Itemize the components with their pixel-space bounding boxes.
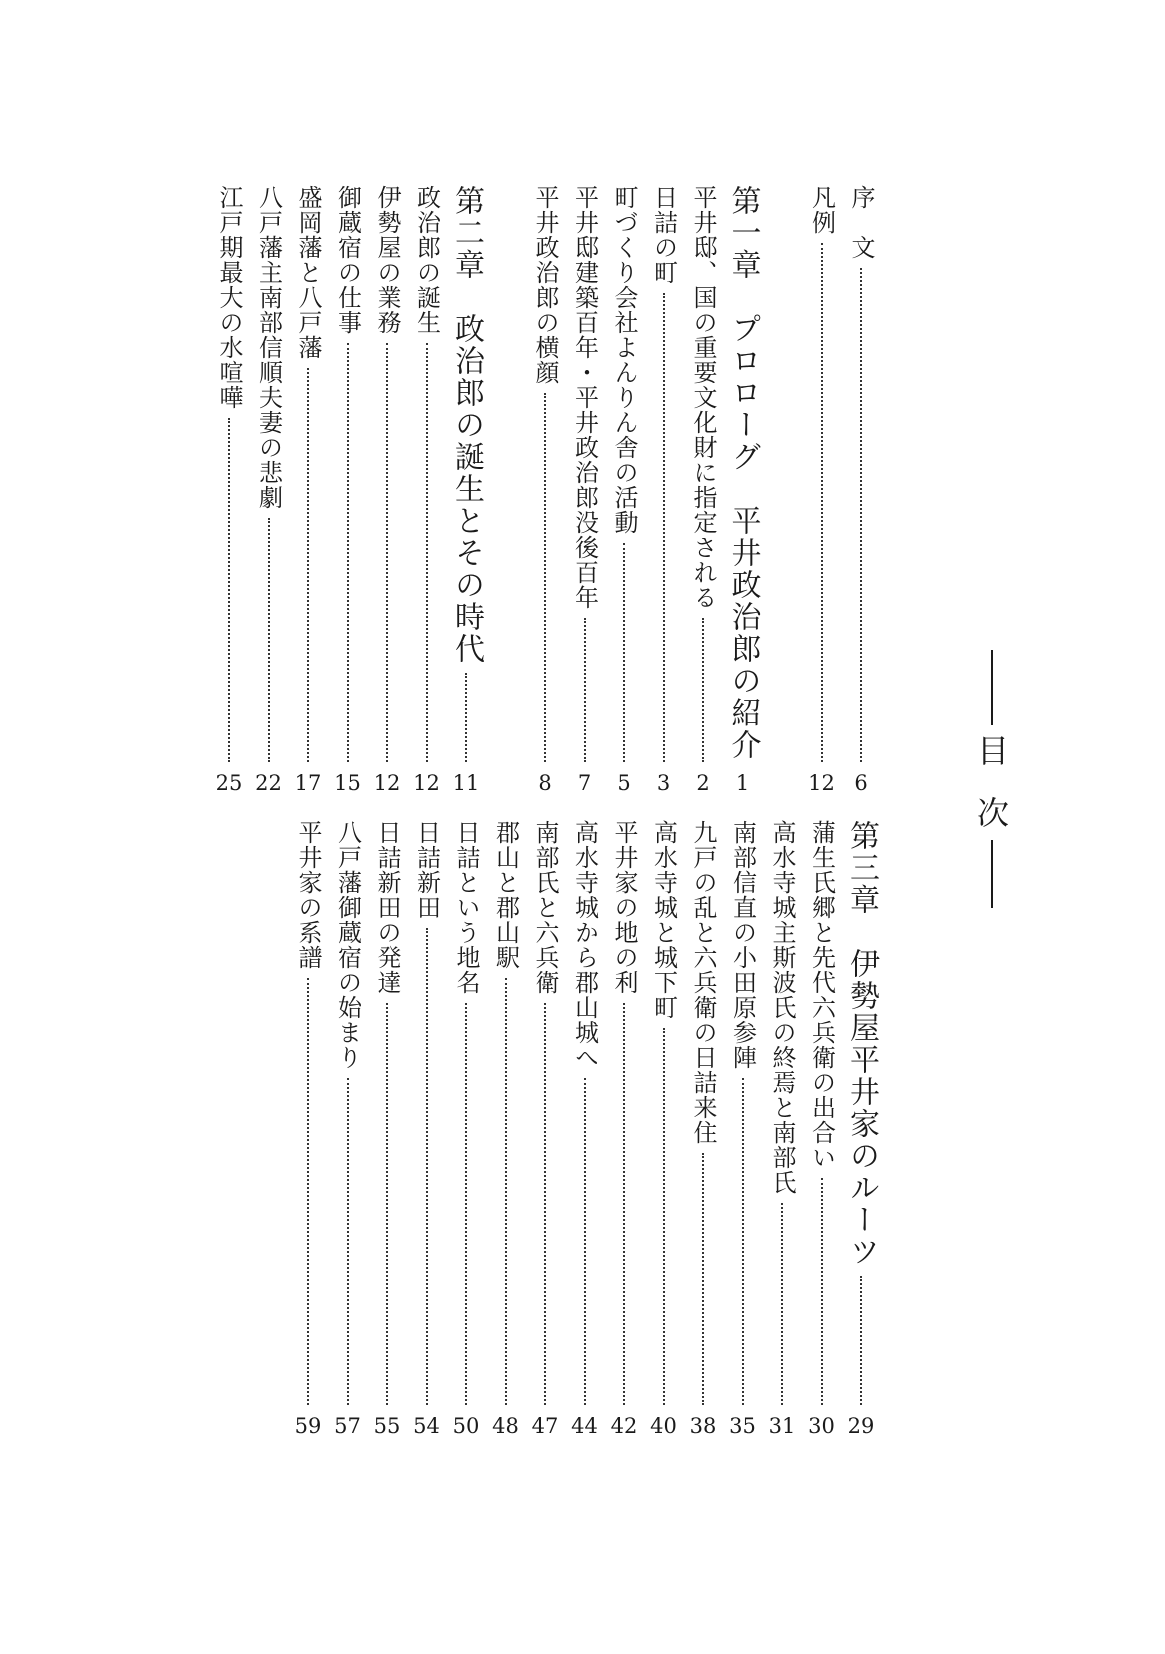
dot-leader [663, 1028, 665, 1405]
toc-entry [290, 185, 326, 800]
dot-leader [228, 418, 230, 762]
dot-leader [307, 368, 309, 762]
toc-entry [804, 185, 840, 800]
entry-title: 序 文 [847, 185, 875, 260]
dot-leader [386, 343, 388, 762]
toc-chapter [843, 820, 879, 1443]
entry-title: 平井政治郎の横顔 [531, 185, 559, 385]
page-number: 29 [847, 1414, 875, 1438]
entry-title: 郡山と郡山駅 [491, 820, 520, 970]
toc-chapter [725, 185, 761, 800]
page-number: 15 [334, 771, 361, 795]
entry-title: 蒲生氏郷と先代六兵衛の出合い [807, 820, 836, 1170]
dot-leader [544, 1003, 546, 1405]
toc-entry [369, 185, 405, 800]
toc-entry [409, 185, 445, 800]
entry-title: 日詰新田の発達 [373, 820, 401, 995]
dot-leader [465, 1003, 467, 1405]
dot-leader [623, 1003, 625, 1405]
dot-leader [584, 1078, 586, 1405]
entry-title: 日詰という地名 [452, 820, 480, 995]
page-number: 2 [696, 771, 710, 795]
page-number: 42 [610, 1414, 638, 1438]
dot-leader [465, 673, 467, 762]
page-number: 47 [531, 1414, 559, 1438]
dot-leader [623, 543, 625, 762]
toc-entry [567, 820, 603, 1443]
dot-leader [426, 928, 428, 1405]
page-number: 30 [808, 1414, 835, 1438]
toc-entry [685, 185, 721, 800]
page-number: 6 [854, 771, 868, 795]
page-number: 8 [538, 771, 552, 795]
page-number: 1 [735, 771, 750, 795]
entry-title: 江戸期最大の水喧嘩 [215, 185, 243, 410]
entry-title: 平井邸建築百年・平井政治郎没後百年 [570, 185, 599, 610]
entry-title: 八戸藩御蔵宿の始まり [333, 820, 362, 1070]
page-number: 50 [452, 1414, 480, 1438]
page-number: 12 [373, 771, 401, 795]
page-number: 5 [617, 771, 631, 795]
dot-leader [702, 618, 704, 762]
dot-leader [268, 518, 270, 762]
page-number: 3 [656, 771, 671, 795]
dot-leader [584, 618, 586, 762]
dot-leader [386, 1003, 388, 1405]
page-number: 55 [373, 1414, 401, 1438]
toc-entry [606, 185, 642, 800]
page-number: 22 [255, 771, 282, 795]
page-number: 54 [413, 1414, 440, 1438]
title-rule-top [991, 650, 993, 725]
entry-title: 町づくり会社よんりん舎の活動 [610, 185, 638, 535]
entry-title: 高水寺城から郡山城へ [570, 820, 599, 1070]
toc-entry [251, 185, 287, 800]
dot-leader [781, 1203, 783, 1405]
toc-entry [369, 820, 405, 1443]
toc-chapter [448, 185, 484, 800]
entry-title: 平井家の系譜 [294, 820, 322, 970]
entry-title: 御蔵宿の仕事 [333, 185, 362, 335]
dot-leader [426, 343, 428, 762]
entry-title: 日詰新田 [412, 820, 441, 920]
toc-entry [488, 820, 524, 1443]
page-number: 48 [492, 1414, 519, 1438]
toc-entry [646, 820, 682, 1443]
dot-leader [702, 1153, 704, 1405]
dot-leader [505, 978, 507, 1405]
toc-entry [211, 185, 247, 800]
entry-title: 高水寺城主斯波氏の終焉と南部氏 [768, 820, 796, 1195]
page-number: 31 [768, 1414, 796, 1438]
entry-title: 九戸の乱と六兵衛の日詰来住 [689, 820, 717, 1145]
chapter-title: 第一章 プロローグ 平井政治郎の紹介 [725, 185, 761, 761]
page-number: 35 [729, 1414, 756, 1438]
dot-leader [347, 1078, 349, 1405]
toc-entry [527, 820, 563, 1443]
entry-title: 高水寺城と城下町 [649, 820, 678, 1020]
title-char-2: 次 [976, 794, 1009, 832]
page-number: 44 [571, 1414, 598, 1438]
toc-entry [804, 820, 840, 1443]
title-rule-bottom [991, 840, 993, 908]
chapter-title: 第二章 政治郎の誕生とその時代 [449, 185, 484, 665]
page-number: 12 [808, 771, 835, 795]
dot-leader [544, 393, 546, 762]
chapter-title: 第三章 伊勢屋平井家のルーツ [844, 820, 879, 1268]
title-char-1: 目 [976, 732, 1009, 770]
toc-entry [448, 820, 484, 1443]
entry-title: 八戸藩主南部信順夫妻の悲劇 [254, 185, 283, 510]
dot-leader [821, 243, 823, 762]
page-number: 12 [413, 771, 440, 795]
toc-entry [843, 185, 879, 800]
page-number: 17 [294, 771, 322, 795]
page-number: 59 [294, 1414, 322, 1438]
page-number: 57 [334, 1414, 361, 1438]
entry-title: 平井家の地の利 [610, 820, 638, 995]
toc-entry [764, 820, 800, 1443]
toc-entry [527, 185, 563, 800]
toc-entry [409, 820, 445, 1443]
toc-entry [290, 820, 326, 1443]
page-number: 25 [215, 771, 243, 795]
dot-leader [742, 1078, 744, 1405]
entry-title: 平井邸、国の重要文化財に指定される [689, 185, 717, 610]
toc-entry [646, 185, 682, 800]
page-number: 38 [689, 1414, 717, 1438]
dot-leader [860, 268, 862, 762]
dot-leader [307, 978, 309, 1405]
dot-leader [860, 1276, 862, 1405]
toc-entry [330, 820, 366, 1443]
page-number: 7 [577, 771, 592, 795]
entry-title: 日詰の町 [649, 185, 678, 285]
entry-title: 南部氏と六兵衛 [531, 820, 559, 995]
toc-entry [725, 820, 761, 1443]
toc-entry [567, 185, 603, 800]
dot-leader [347, 343, 349, 762]
page-number: 40 [650, 1414, 677, 1438]
page-number: 11 [452, 771, 480, 795]
dot-leader [821, 1178, 823, 1405]
toc-entry [606, 820, 642, 1443]
entry-title: 伊勢屋の業務 [373, 185, 401, 335]
toc-entry [330, 185, 366, 800]
entry-title: 盛岡藩と八戸藩 [294, 185, 322, 360]
toc-entry [685, 820, 721, 1443]
entry-title: 南部信直の小田原参陣 [728, 820, 757, 1070]
entry-title: 政治郎の誕生 [412, 185, 441, 335]
entry-title: 凡例 [807, 185, 836, 235]
dot-leader [663, 293, 665, 762]
